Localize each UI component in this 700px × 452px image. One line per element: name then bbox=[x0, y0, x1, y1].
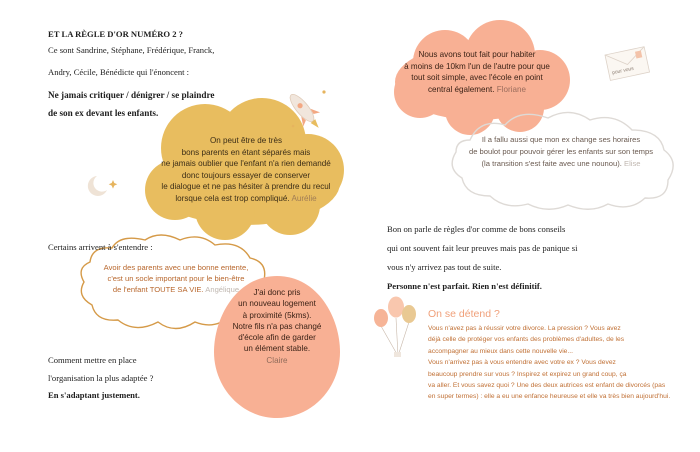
relax-line: accompagner au mieux dans cette nouvelle vie... bbox=[428, 347, 573, 355]
quote-line: c'est un socle important pour le bien-être bbox=[107, 274, 245, 283]
envelope-label: pour vous bbox=[611, 65, 635, 77]
quote-line: ne jamais oublier que l'enfant n'a rien demandé bbox=[161, 159, 331, 169]
quote-line-text: (la transition s'est faite avec une nounou). bbox=[481, 159, 622, 168]
star-dot bbox=[292, 125, 295, 128]
quote-line: Il a fallu aussi que mon ex change ses horaires bbox=[481, 135, 641, 144]
relax-line: beaucoup prendre sur vous ? Inspirez et expirez un grand coup, ça bbox=[428, 370, 627, 378]
relax-body bbox=[428, 323, 688, 403]
quote-author: Claire bbox=[266, 355, 288, 365]
star-icon bbox=[109, 180, 118, 189]
quote-line: un nouveau logement bbox=[238, 299, 316, 309]
relax-title: On se détend ? bbox=[428, 308, 500, 320]
quote-line: un élément stable. bbox=[243, 344, 311, 354]
rule-intro-line: Ce sont Sandrine, Stéphane, Frédérique, Franck, bbox=[48, 45, 215, 55]
quote-line: tout soit simple, avec l'école en point bbox=[411, 73, 543, 83]
quote-line bbox=[143, 193, 349, 205]
quote-author: Angélique bbox=[205, 285, 240, 294]
quote-author: Aurélie bbox=[291, 193, 317, 203]
setup-answer: En s'adaptant justement. bbox=[48, 390, 140, 400]
rule-intro bbox=[48, 42, 214, 81]
rules-text bbox=[387, 220, 577, 296]
rule-text-line: de son ex devant les enfants. bbox=[48, 108, 159, 118]
relax-line: Vous n'arrivez pas à vous entendre avec votre ex ? Vous devez bbox=[428, 359, 616, 367]
quote-line: donc toujours essayer de conserver bbox=[181, 170, 311, 180]
rule-heading: ET LA RÈGLE D'OR NUMÉRO 2 ? bbox=[48, 29, 183, 39]
agree-intro: Certains arrivent à s'entendre : bbox=[48, 242, 153, 252]
quote-line: d'école afin de garder bbox=[238, 333, 316, 343]
rule-text bbox=[48, 86, 214, 122]
quote-line: Nous avons tout fait pour habiter bbox=[418, 50, 536, 59]
relax-line: déjà celle de protéger vos enfants des problèmes d'adultes, de les bbox=[428, 336, 625, 344]
quote-elise bbox=[456, 134, 666, 170]
quote-line: Notre fils n'a pas changé bbox=[232, 321, 322, 331]
quote-line: à moins de 10km l'un de l'autre pour que bbox=[404, 61, 550, 71]
quote-claire bbox=[214, 287, 340, 366]
rules-line: Bon on parle de règles d'or comme de bons conseils bbox=[387, 224, 566, 234]
balloons-icon bbox=[374, 297, 416, 358]
relax-line: Vous n'avez pas à réussir votre divorce. La pression ? Vous avez bbox=[428, 325, 621, 332]
quote-author: Elise bbox=[624, 159, 641, 168]
setup-line: l'organisation la plus adaptée ? bbox=[48, 372, 154, 383]
quote-line: de boulot pour pouvoir gérer les enfants sur son temps bbox=[468, 147, 654, 156]
rule-intro-line: Andry, Cécile, Bénédicte qui l'énoncent : bbox=[48, 66, 190, 77]
rules-line: qui ont souvent fait leur preuves mais pas de panique si bbox=[387, 243, 578, 253]
star-dot bbox=[322, 90, 325, 93]
quote-line bbox=[456, 158, 666, 170]
setup-text bbox=[48, 352, 153, 405]
quote-line: à proximité (5kms). bbox=[242, 310, 312, 320]
relax-line: va aller. Et vous savez quoi ? Une des deux autrices est enfant de divorcés (pas bbox=[428, 382, 666, 390]
rule-text-line: Ne jamais critiquer / dénigrer / se plaindre bbox=[48, 90, 215, 100]
envelope-icon bbox=[605, 47, 650, 81]
setup-line: Comment mettre en place bbox=[48, 355, 137, 365]
quote-line: J'ai donc pris bbox=[253, 288, 301, 297]
quote-line: bons parents en étant séparés mais bbox=[181, 147, 311, 157]
quote-line: le dialogue et ne pas hésiter à prendre du recul bbox=[161, 182, 331, 192]
rules-conclusion: Personne n'est parfait. Rien n'est définitif. bbox=[387, 281, 542, 291]
quote-line: Avoir des parents avec une bonne entente, bbox=[103, 263, 249, 272]
quote-line-text: de l'enfant TOUTE SA VIE. bbox=[112, 285, 204, 294]
quote-line: On peut être de très bbox=[210, 136, 282, 145]
quote-line bbox=[385, 84, 569, 96]
relax-line: en super termes) : elle a eu une enfance heureuse et elle va très bien aujourd'hui. bbox=[428, 393, 671, 401]
moon-icon bbox=[88, 176, 107, 196]
quote-floriane bbox=[385, 49, 569, 95]
quote-aurelie bbox=[143, 135, 349, 205]
quote-line-text: lorsque cela est trop compliqué. bbox=[175, 193, 290, 203]
quote-line-text: central également. bbox=[427, 84, 495, 94]
quote-author: Floriane bbox=[496, 84, 527, 94]
rules-line: vous n'y arrivez pas tout de suite. bbox=[387, 262, 502, 272]
